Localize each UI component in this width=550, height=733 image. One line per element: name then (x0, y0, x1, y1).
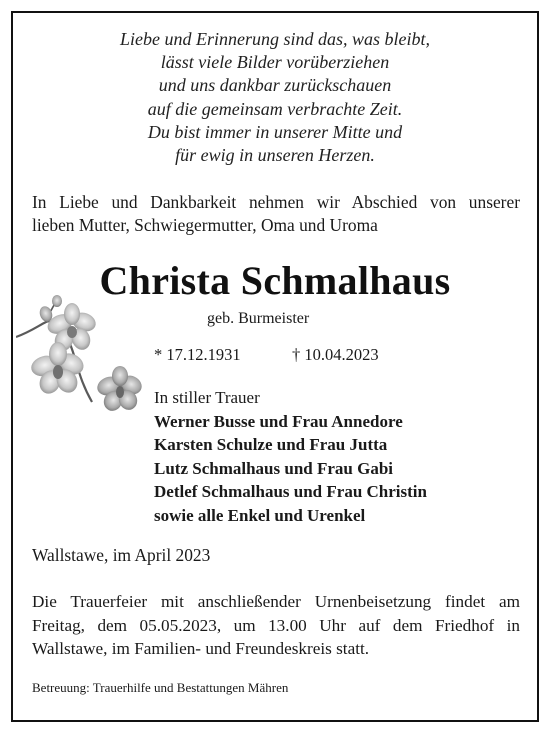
orchid-image (16, 292, 146, 422)
deceased-name: Christa Schmalhaus (99, 258, 451, 303)
mourner-name: Detlef Schmalhaus und Frau Christin (154, 482, 427, 502)
mourner-name: Werner Busse und Frau Annedore (154, 412, 403, 431)
intro-text (32, 191, 520, 237)
intro-line: In Liebe und Dankbarkeit nehmen wir Abschied von unserer (32, 192, 520, 212)
birth-name: geb. Burmeister (207, 310, 310, 327)
death-date: † 10.04.2023 (292, 345, 379, 364)
care-note: Betreuung: Trauerhilfe und Bestattungen Mähren (32, 680, 289, 695)
poem-line: Du bist immer in unserer Mitte und (147, 121, 403, 142)
poem-line: lässt viele Bilder vorüberziehen (160, 52, 390, 73)
ceremony-line: Die Trauerfeier mit anschließender Urnenbeisetzung findet am (32, 592, 520, 611)
poem (0, 28, 550, 167)
poem-line: für ewig in unseren Herzen. (175, 145, 375, 166)
mourner-name: Karsten Schulze und Frau Jutta (154, 435, 388, 455)
ceremony-text (32, 590, 520, 661)
poem-line: auf die gemeinsam verbrachte Zeit. (147, 98, 403, 119)
place-date: Wallstawe, im April 2023 (32, 545, 211, 565)
mourner-name: sowie alle Enkel und Urenkel (154, 505, 366, 525)
mourner-name: Lutz Schmalhaus und Frau Gabi (154, 458, 394, 478)
mourning-label: In stiller Trauer (154, 388, 260, 407)
ceremony-line: Freitag, dem 05.05.2023, um 13.00 Uhr auf dem Friedhof in (32, 615, 520, 635)
poem-line: und uns dankbar zurückschauen (158, 75, 392, 96)
mourners-list (154, 410, 427, 527)
ceremony-line: Wallstawe, im Familien- und Freundeskreis statt. (32, 639, 370, 658)
poem-line: Liebe und Erinnerung sind das, was bleibt, (120, 29, 430, 49)
birth-date: * 17.12.1931 (154, 345, 241, 364)
intro-line: lieben Mutter, Schwiegermutter, Oma und Uroma (32, 215, 378, 235)
